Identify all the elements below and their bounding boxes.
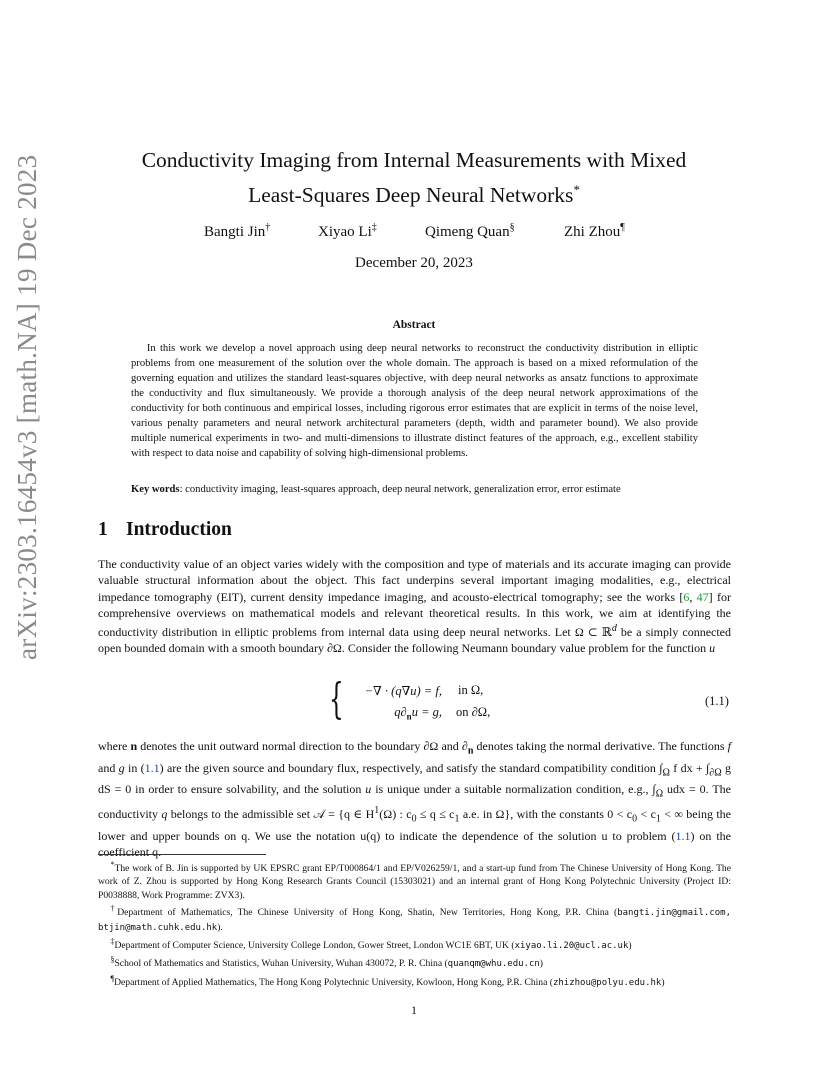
author-qimeng-quan <box>425 222 515 241</box>
text-run: and <box>98 760 119 775</box>
text-run: g dS = 0 in order to ensure solvability, and the solution <box>98 760 731 797</box>
footnote-affiliation-li <box>98 935 731 953</box>
intro-paragraph-1 <box>98 556 731 657</box>
equation-1-1 <box>0 674 828 724</box>
email-address[interactable]: quanqm@whu.edu.cn <box>447 959 540 970</box>
footnote-text: Department of Mathematics, The Chinese University of Hong Kong, Shatin, New Territories, Hong Kong, P.R. China ( <box>117 907 618 919</box>
email-address[interactable]: xiyao.li.20@ucl.ac.uk <box>514 941 629 952</box>
footnote-text: The work of B. Jin is supported by UK EPSRC grant EP/T000864/1 and EP/V026259/1, and a start-up fund from The Chinese University of Hong Kong. The work of Z. Zhou is supported by Hong Kong Research Grants Council (15303021) and an internal grant of Hong Kong Polytechnic University (Project ID: P0038888, Work Programme: ZVX3). <box>98 863 731 901</box>
abstract-heading: Abstract <box>392 319 436 331</box>
author-zhi-zhou <box>564 222 625 241</box>
email-address[interactable]: zhizhou@polyu.edu.hk <box>552 978 662 989</box>
equation-line-1-condition: in Ω, <box>458 683 484 697</box>
text-run: udx = 0. The conductivity <box>98 782 731 822</box>
footnote-divider <box>98 854 266 855</box>
author-xiyao-li <box>318 222 377 241</box>
math-sup: d <box>611 623 617 635</box>
text-run: ) on the coefficient q. <box>98 828 731 860</box>
math-sub: 1 <box>454 813 460 825</box>
footnote-text: Department of Applied Mathematics, The Hong Kong Polytechnic University, Kowloon, Hong Kong, P.R. China ( <box>114 977 553 989</box>
text-run: where <box>98 739 131 753</box>
keywords <box>131 482 711 497</box>
footnote-text: Department of Computer Science, University College London, Gower Street, London WC1E 6BT, UK ( <box>114 940 515 952</box>
footnote-mark: † <box>110 904 118 914</box>
title-line-1: Conductivity Imaging from Internal Measurements with Mixed <box>141 148 687 172</box>
text-run: is unique under a suitable normalization condition, e.g., ∫ <box>371 782 656 797</box>
math-var: u <box>365 782 372 797</box>
text-run: be a simply connected open bounded domain with a smooth boundary ∂Ω. Consider the following Neumann boundary value problem for the function <box>98 625 732 656</box>
title-line-2 <box>98 175 730 210</box>
text-run: ) are the given source and boundary flux, respectively, and satisfy the standard compatibility condition ∫ <box>159 760 663 775</box>
author-mark: ‡ <box>371 222 377 233</box>
author-mark: ¶ <box>620 222 625 233</box>
text-run: f dx + ∫ <box>669 760 710 775</box>
title-footnote-mark: * <box>573 182 580 197</box>
math-sup: 1 <box>374 805 380 817</box>
math-sub: 0 <box>411 813 417 825</box>
equation-line-2-condition: on ∂Ω, <box>456 705 491 719</box>
math-var: g <box>118 760 125 775</box>
text-run: ≤ q ≤ c <box>416 807 455 822</box>
footnote-affiliation-zhou <box>98 972 731 990</box>
math-sub: n <box>406 711 412 722</box>
page-number: 1 <box>411 1003 417 1017</box>
author-name: Qimeng Quan <box>425 224 510 240</box>
footnote-text: ) <box>539 958 543 970</box>
email-address[interactable]: bangti.jin@gmail.com, btjin@math.cuhk.edu.hk <box>98 908 731 933</box>
text-run: < ∞ being the lower and upper bounds on q. We use the notation u(q) to indicate the dependence of the solution u to problem ( <box>98 807 731 843</box>
author-bangti-jin <box>204 222 270 241</box>
author-list <box>0 222 828 242</box>
footnote-text: School of Mathematics and Statistics, Wuhan University, Wuhan 430072, P. R. China ( <box>114 958 448 970</box>
text-run: denotes the unit outward normal direction to the boundary ∂Ω and ∂ <box>137 739 468 753</box>
footnote-text: ) <box>628 940 632 952</box>
author-mark: § <box>509 222 515 233</box>
math-sub: 0 <box>632 813 638 825</box>
section-title: Introduction <box>126 519 232 540</box>
footnote-mark: ¶ <box>110 973 115 983</box>
section-heading-introduction <box>98 519 232 541</box>
math-var: u <box>709 641 716 656</box>
paper-title <box>98 146 730 210</box>
math-sub: n <box>467 745 474 757</box>
author-mark: † <box>265 222 271 233</box>
footnote-funding <box>98 858 731 902</box>
math-text: u = g, <box>411 705 442 719</box>
text-run: in ( <box>124 760 145 775</box>
keywords-label: Key words <box>131 484 180 495</box>
text-run: (Ω) : c <box>379 807 412 822</box>
footnote-affiliation-quan <box>98 953 731 971</box>
math-text: q∂ <box>394 705 407 719</box>
text-run: ] for comprehensive overviews on mathematical models and relevant theoretical results. In this work, we aim at identifying the conductivity distribution in elliptic problems from internal data using deep neural networks. Let Ω ⊂ ℝ <box>98 589 731 640</box>
intro-paragraph-2 <box>98 738 731 860</box>
math-bold: n <box>130 739 138 753</box>
arxiv-identifier-stamp: arXiv:2303.16454v3 [math.NA] 19 Dec 2023 <box>12 154 42 660</box>
footnote-text: ) <box>661 977 665 989</box>
author-name: Xiyao Li <box>318 224 372 240</box>
text-run: < c <box>637 807 656 822</box>
text-run: The conductivity value of an object varies widely with the composition and type of materials and its accurate imaging can provide valuable structural information about the object. This fact underpins several important imaging modalities, e.g., electrical impedance tomography (EIT), current density impedance imaging, and acousto-electrical tomography; see the works [ <box>98 557 731 604</box>
footnote-text: ). <box>217 921 223 933</box>
section-number: 1 <box>98 519 108 540</box>
text-run: belongs to the admissible set 𝒜 = {q ∈ H <box>167 807 375 822</box>
math-sub: Ω <box>662 767 670 779</box>
equation-line-1-lhs: −∇ · (q∇u) = f, <box>364 684 442 698</box>
footnote-mark: ‡ <box>110 936 115 946</box>
footnote-mark: * <box>110 860 115 869</box>
math-sub: Ω <box>655 788 664 800</box>
abstract-text: In this work we develop a novel approach using deep neural networks to reconstruct the conductivity distribution in elliptic problems from one measurement of the solution over the whole domain. The approach is based on a mixed reformulation of the governing equation and utilizes the standard least-squares objective, with deep neural networks as ansatz functions to approximate the conductivity and flux simultaneously. We provide a thorough analysis of the deep neural network approximations of the conductivity for both continuous and empirical losses, including rigorous error estimates that are explicit in terms of the noise level, various penalty parameters and neural network architectural parameters (depth, width and parameter bound). We also provide multiple numerical experiments in two- and multi-dimensions to illustrate distinct features of the approach, e.g., excellent stability with respect to data noise and capability of solving high-dimensional problems. <box>131 343 698 459</box>
citation-link[interactable]: 47 <box>696 589 709 604</box>
footnote-affiliation-jin <box>98 902 731 935</box>
math-var: q <box>161 807 168 822</box>
citation-link[interactable]: 6 <box>683 589 690 604</box>
keywords-text: : conductivity imaging, least-squares approach, deep neural network, generalization error, error estimate <box>179 484 621 495</box>
footnotes <box>98 858 731 990</box>
brace-symbol: { <box>329 674 344 723</box>
author-name: Bangti Jin <box>204 224 266 240</box>
text-run: denotes taking the normal derivative. The functions <box>473 739 728 753</box>
paper-date: December 20, 2023 <box>355 255 473 271</box>
equation-reference-link[interactable]: 1.1 <box>675 828 691 843</box>
author-name: Zhi Zhou <box>564 224 621 240</box>
title-line-2-text: Least-Squares Deep Neural Networks <box>248 183 574 208</box>
math-var: f <box>727 739 731 753</box>
text-run: , <box>689 589 697 604</box>
equation-number: (1.1) <box>705 694 729 708</box>
equation-line-2-lhs <box>322 705 442 722</box>
equation-reference-link[interactable]: 1.1 <box>144 760 160 775</box>
math-sub: 1 <box>655 813 661 825</box>
math-sub: ∂Ω <box>709 767 722 779</box>
footnote-mark: § <box>110 955 115 965</box>
text-run: a.e. in Ω}, with the constants 0 < c <box>459 807 633 822</box>
